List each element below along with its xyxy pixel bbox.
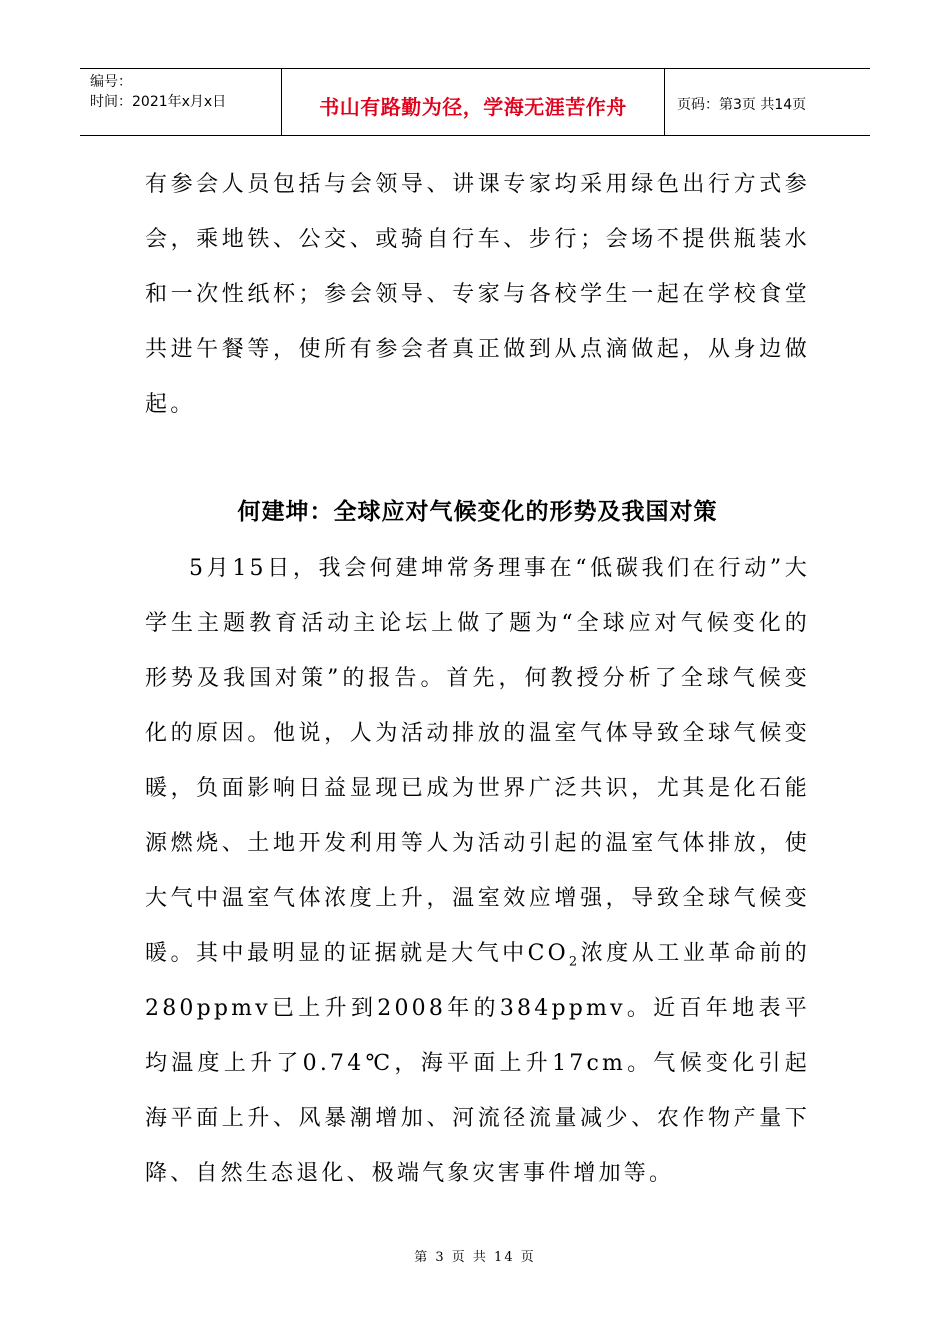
section-paragraph — [145, 541, 810, 1201]
header-meta — [80, 69, 282, 135]
page-footer: 第 3 页 共 14 页 — [414, 1250, 536, 1265]
section-title: 何建坤：全球应对气候变化的形势及我国对策 — [237, 499, 718, 525]
header-page-code: 页码：第3页 共14页 — [677, 97, 807, 113]
document-body — [145, 157, 810, 1201]
section-text-part-1: 5月15日，我会何建坤常务理事在“低碳我们在行动”大学生主题教育活动主论坛上做了题为“全球应对气候变化的形势及我国对策”的报告。首先，何教授分析了全球气候变化的原因。他说，人为活动排放的温室气体导致全球气候变暖，负面影响日益显现已成为世界广泛共识，尤其是化石能源燃烧、土地开发利用等人为活动引起的温室气体排放，使大气中温室气体浓度上升，温室效应增强，导致全球气候变暖。其中最明显的证据就是大气中CO — [145, 556, 810, 966]
paragraph-continued: 有参会人员包括与会领导、讲课专家均采用绿色出行方式参会，乘地铁、公交、或骑自行车、步行；会场不提供瓶装水和一次性纸杯；参会领导、专家与各校学生一起在学校食堂共进午餐等，使所有参会者真正做到从点滴做起，从身边做起。 — [145, 172, 810, 417]
page-header — [80, 68, 870, 136]
co2-subscript: 2 — [568, 954, 581, 970]
section-text-part-2: 浓度从工业革命前的280ppmv已上升到2008年的384ppmv。近百年地表平均温度上升了0.74℃，海平面上升17cm。气候变化引起海平面上升、风暴潮增加、河流径流量减少、农作物产量下降、自然生态退化、极端气象灾害事件增加等。 — [145, 941, 810, 1186]
document-number-label: 编号： — [90, 74, 132, 90]
document-date: 时间：2021年x月x日 — [90, 94, 227, 110]
header-motto: 书山有路勤为径，学海无涯苦作舟 — [282, 69, 665, 135]
